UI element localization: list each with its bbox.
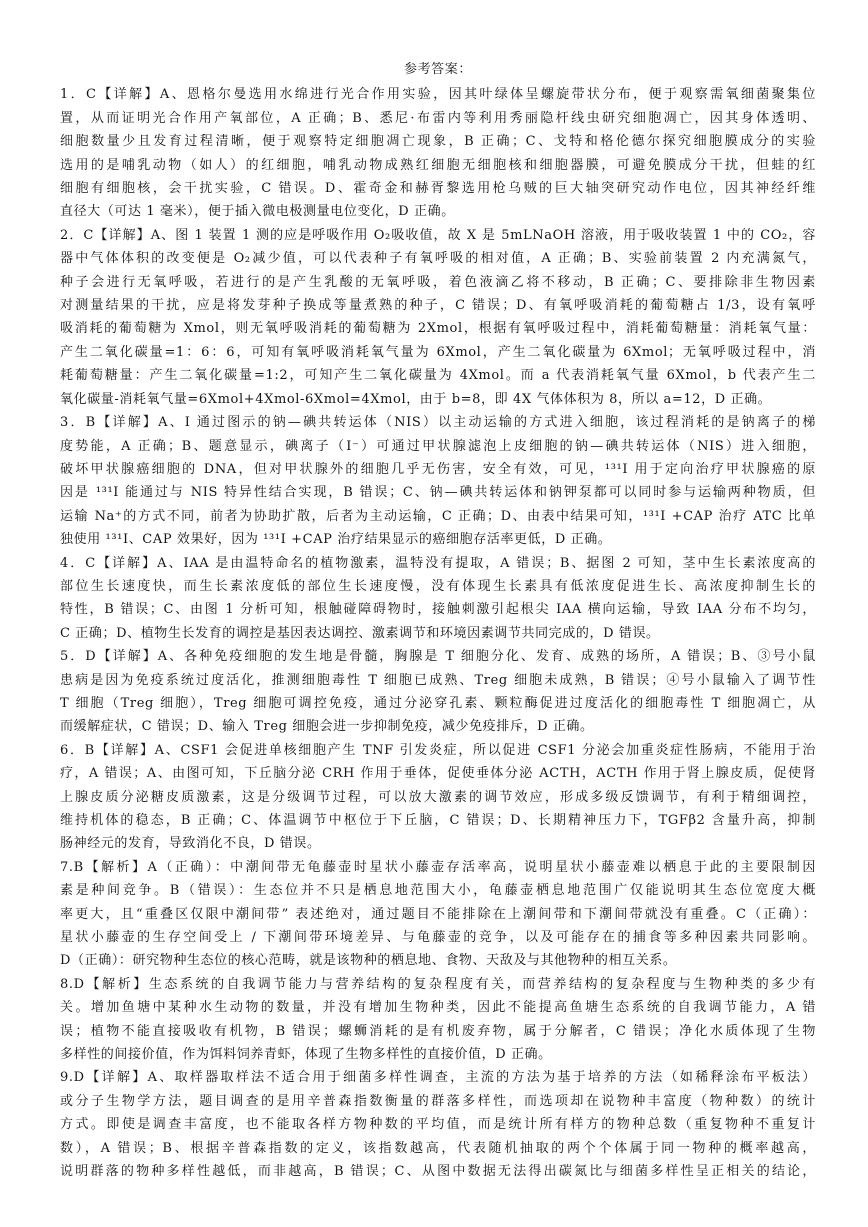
answer-line: 9.D【详解】A、取样器取样法不适合用于细菌多样性调查，主流的方法为基于培养的方法（如稀释涂布平板法）: [60, 1070, 816, 1086]
answer-line: 维持机体的稳态，B 正确；C、体温调节中枢位于下丘脑，C 错误；D、长期精神压力下，TGFβ2 含量升高，抑制: [60, 813, 816, 828]
answer-line: 说明群落的物种多样性越低，而非越高，B 错误；C、从图中数据无法得出碳氮比与细菌多样性呈正相关的结论，: [60, 1164, 816, 1180]
answer-document: [60, 58, 816, 1184]
answer-line: 素是种间竞争。B（错误）：生态位并不只是栖息地范围大小，龟藤壶栖息地范围广仅能说明其生态位宽度大概: [60, 883, 816, 899]
answer-line: 选用的是哺乳动物（如人）的红细胞，哺乳动物成熟红细胞无细胞核和细胞器膜，可避免膜成分干扰，但蛙的红: [60, 157, 816, 173]
answer-line: 疗，A 错误；A、由图可知，下丘脑分泌 CRH 作用于垂体，促使垂体分泌 ACTH，ACTH 作用于肾上腺皮质，促使肾: [60, 766, 816, 782]
answer-line: 独使用 ¹³¹I、CAP 效果好，因为 ¹³¹I +CAP 治疗结果显示的癌细胞存活率更低，D 正确。: [60, 532, 612, 548]
answer-line: 细胞数量少且发育过程清晰，便于观察特定细胞凋亡现象，B 正确；C、戈特和格伦德尔探究细胞膜成分的实验: [60, 134, 816, 150]
answer-line: 5．D【详解】A、各种免疫细胞的发生地是骨髓，胸腺是 T 细胞分化、发育、成熟的场所，A 错误；B、③号小鼠: [60, 649, 816, 665]
answer-line: 误；植物不能直接吸收有机物，B 错误；螺蛳消耗的是有机废弃物，属于分解者，C 错误；净化水质体现了生物: [60, 1023, 816, 1039]
answer-line: 部位生长速度快，而生长素浓度低的部位生长速度慢，没有体现生长素具有低浓度促进生长、高浓度抑制生长的: [60, 578, 816, 594]
answer-line: 6．B【详解】A、CSF1 会促进单核细胞产生 TNF 引发炎症，所以促进 CSF1 分泌会加重炎症性肠病，不能用于治: [60, 742, 816, 758]
answer-line: 率更大，且“重叠区仅限中潮间带” 表述绝对，通过题目不能排除在上潮间带和下潮间带就没有重叠。C（正确）：: [60, 906, 816, 922]
answer-line: 方式。即使是调查丰富度，也不能取各样方物种数的平均值，而是统计所有样方的物种总数（重复物种不重复计: [60, 1117, 816, 1133]
answer-line: 置，从而证明光合作用产氧部位，A 正确；B、悉尼·布雷内等利用秀丽隐杆线虫研究细胞凋亡，因其身体透明、: [60, 110, 816, 126]
answer-line: 度势能，A 正确；B、题意显示，碘离子（I⁻）可通过甲状腺滤泡上皮细胞的钠—碘共转运体（NIS）进入细胞，: [60, 438, 816, 454]
answer-line: 上腺皮质分泌糖皮质激素，这是分级调节过程，可以放大激素的调节效应，形成多级反馈调节，有利于精细调控，: [60, 789, 816, 805]
answer-line: 运输 Na⁺的方式不同，前者为协助扩散，后者为主动运输，C 正确；D、由表中结果可知，¹³¹I +CAP 治疗 ATC 比单: [60, 508, 816, 524]
answer-line: 耗葡萄糖量：产生二氧化碳量=1:2，可知产生二氧化碳量为 4Xmol。而 a 代表消耗氧气量 6Xmol，b 代表产生二: [60, 368, 816, 384]
answer-line: 直径大（可达 1 毫米），便于插入微电极测量电位变化，D 正确。: [60, 204, 455, 220]
answer-line: 4．C【详解】A、IAA 是由温特命名的植物激素，温特没有提取，A 错误；B、据图 2 可知，茎中生长素浓度高的: [60, 555, 816, 571]
answer-line: 7.B【解析】A（正确）：中潮间带无龟藤壶时星状小藤壶存活率高，说明星状小藤壶难以栖息于此的主要限制因: [60, 859, 816, 875]
answer-line: 特性，B 错误；C、由图 1 分析可知，根触碰障碍物时，接触刺激引起根尖 IAA 横向运输，导致 IAA 分布不均匀，: [60, 602, 816, 618]
answer-line: 而缓解症状，C 错误；D、输入 Treg 细胞会进一步抑制免疫，减少免疫排斥，D 正确。: [60, 719, 594, 735]
answer-line: 对测量结果的干扰，应是将发芽种子换成等量煮熟的种子，C 错误；D、有氧呼吸消耗的葡萄糖占 1/3，设有氧呼: [60, 298, 816, 314]
answer-line: 3．B【详解】A、I 通过图示的钠—碘共转运体（NIS）以主动运输的方式进入细胞，该过程消耗的是钠离子的梯: [60, 415, 816, 431]
answer-line: 数），A 错误；B、根据辛普森指数的定义，该指数越高，代表随机抽取的两个个体属于同一物种的概率越高，: [60, 1140, 816, 1156]
answer-body: [60, 83, 816, 1183]
answer-line: T 细胞（Treg 细胞），Treg 细胞可调控免疫，通过分泌穿孔素、颗粒酶促进过度活化的细胞毒性 T 细胞凋亡，从: [60, 695, 816, 711]
answer-line: 1．C【详解】A、恩格尔曼选用水绵进行光合作用实验，因其叶绿体呈螺旋带状分布，便于观察需氧细菌聚集位: [60, 87, 816, 103]
answer-line: 产生二氧化碳量=1：6：6，可知有氧呼吸消耗氧气量为 6Xmol，产生二氧化碳量为 6Xmol；无氧呼吸过程中，消: [60, 344, 816, 360]
answer-line: 吸消耗的葡萄糖为 Xmol，则无氧呼吸消耗的葡萄糖为 2Xmol，根据有氧呼吸过程中，消耗葡萄糖量：消耗氧气量：: [60, 321, 816, 337]
answer-line: 多样性的间接价值，作为饵料饲养青虾，体现了生物多样性的直接价值，D 正确。: [60, 1047, 552, 1063]
answer-line: 星状小藤壶的生存空间受上 / 下潮间带环境差异、与龟藤壶的竞争，以及可能存在的捕食等多种因素共同影响。: [60, 930, 816, 946]
answer-line: 破坏甲状腺癌细胞的 DNA，但对甲状腺外的细胞几乎无伤害，安全有效，可见，¹³¹I 用于定向治疗甲状腺癌的原: [60, 461, 816, 477]
answer-line: 氧化碳量-消耗氧气量=6Xmol+4Xmol-6Xmol=4Xmol，由于 b=8，即 4X 气体体积为 8，所以 a=12，D 正确。: [60, 391, 772, 407]
answer-line: 细胞有细胞核，会干扰实验，C 错误。D、霍奇金和赫胥黎选用枪乌贼的巨大轴突研究动作电位，因其神经纤维: [60, 181, 816, 197]
answer-line: C 正确；D、植物生长发育的调控是基因表达调控、激素调节和环境因素调节共同完成的，D 错误。: [60, 625, 660, 641]
answer-line: 肠神经元的发育，导致消化不良，D 错误。: [60, 836, 321, 852]
answer-line: 器中气体体积的改变便是 O₂减少值，可以代表种子有氧呼吸的相对值，A 正确；B、实验前装置 2 内充满氮气，: [60, 251, 816, 267]
answer-line: D（正确）：研究物种生态位的核心范畴，就是该物种的栖息地、食物、天敌及与其他物种的相互关系。: [60, 953, 677, 969]
answer-line: 患病是因为免疫系统过度活化，推测细胞毒性 T 细胞已成熟、Treg 细胞未成熟，B 错误；④号小鼠输入了调节性: [60, 672, 816, 688]
answer-line: 8.D【解析】生态系统的自我调节能力与营养结构的复杂程度有关，而营养结构的复杂程度与生物种类的多少有: [60, 976, 816, 992]
page-title: 参考答案：: [403, 62, 472, 77]
answer-line: 种子会进行无氧呼吸，若进行的是产生乳酸的无氧呼吸，着色液滴乙将不移动，B 正确；C、要排除非生物因素: [60, 274, 816, 290]
answer-line: 关。增加鱼塘中某种水生动物的数量，并没有增加生物种类，因此不能提高鱼塘生态系统的自我调节能力，A 错: [60, 1000, 816, 1016]
answer-line: 或分子生物学方法，题目调查的是用辛普森指数衡量的群落多样性，而选项却在说物种丰富度（物种数）的统计: [60, 1093, 816, 1109]
answer-line: 因是 ¹³¹I 能通过与 NIS 特异性结合实现，B 错误；C、钠—碘共转运体和钠钾泵都可以同时参与运输两种物质，但: [60, 485, 816, 501]
answer-line: 2．C【详解】A、图 1 装置 1 测的应是呼吸作用 O₂吸收值，故 X 是 5mLNaOH 溶液，用于吸收装置 1 中的 CO₂，容: [60, 227, 816, 243]
